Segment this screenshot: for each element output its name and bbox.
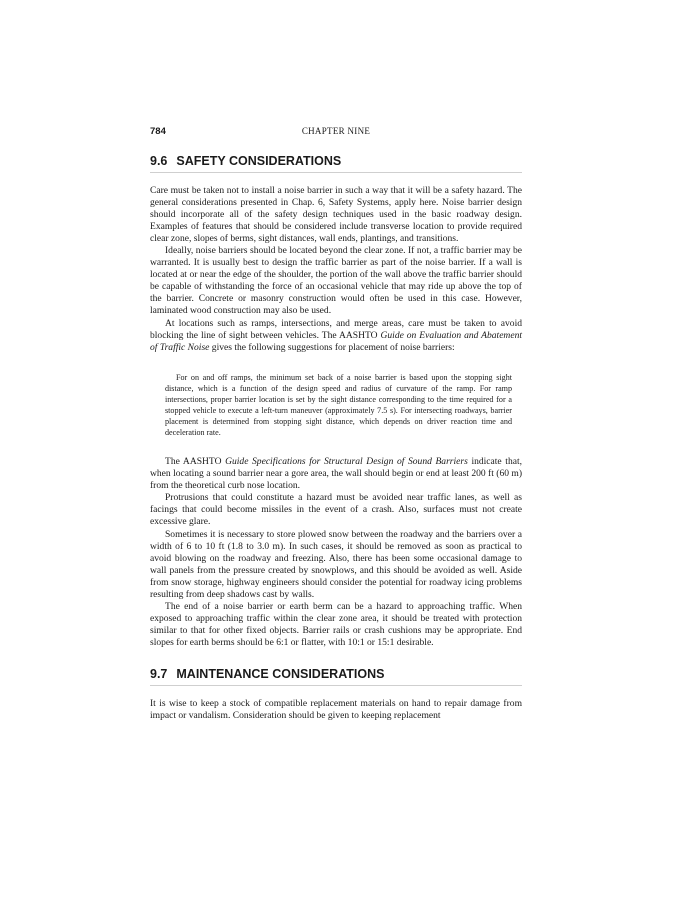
section-heading-maintenance: [150, 667, 522, 686]
paragraph-text: indicate that, when locating a sound barrier near a gore area, the wall should begin or end at least 200 ft (60 m) from the theoretical curb nose location.: [150, 456, 522, 492]
paragraph: The end of a noise barrier or earth berm can be a hazard to approaching traffic. When exposed to approaching traffic within the clear zone area, it should be treated with protection similar to that for other fixed objects. Barrier rails or crash cushions may be appropriate. End slopes for earth berms should be 6:1 or flatter, with 10:1 or 15:1 desirable.: [150, 600, 522, 648]
paragraph: Ideally, noise barriers should be located beyond the clear zone. If not, a traffic barrier may be warranted. It is usually best to design the traffic barrier as part of the noise barrier. If a wall is located at or near the edge of the shoulder, the portion of the wall above the traffic barrier should be capable of withstanding the force of an occasional vehicle that may ride up above the top of the barrier. Concrete or masonry construction would often be used in this case. However, laminated wood construction may also be used.: [150, 245, 522, 317]
section-number: 9.7: [150, 666, 168, 681]
paragraph: It is wise to keep a stock of compatible replacement materials on hand to repair damage from impact or vandalism. Consideration should be given to keeping replacement: [150, 697, 522, 722]
paragraph: [150, 318, 522, 354]
section-heading-safety: [150, 154, 522, 173]
block-quote: For on and off ramps, the minimum set back of a noise barrier is based upon the stopping sight distance, which is a function of the design speed and radius of curvature of the ramp. For ramp intersections, proper barrier location is set by the sight distance corresponding to the time required for a stopped vehicle to execute a left-turn maneuver (approximately 7.5 s). For intersecting roadways, barrier placement is determined from stopping sight distance, which depends on driver reaction time and deceleration rate.: [165, 372, 512, 438]
paragraph-text: At locations such as ramps, intersections, and merge areas, care must be taken to avoid blocking the line of sight between vehicles. The AASHTO: [150, 317, 522, 341]
guide-title: Guide on Evaluation and Abatement of Traffic Noise: [150, 329, 522, 353]
running-head: [150, 126, 522, 140]
paragraph: Sometimes it is necessary to store plowed snow between the roadway and the barriers over a width of 6 to 10 ft (1.8 to 3.0 m). In such cases, it should be removed as soon as practical to avoid blowing on the roadway and freezing. Also, there has been some occasional damage to wall panels from the pressure created by snowplows, and this should be avoided as well. Aside from snow storage, highway engineers should consider the potential for roadway icing problems resulting from deep shadows cast by walls.: [150, 528, 522, 600]
section-title: MAINTENANCE CONSIDERATIONS: [176, 666, 385, 681]
paragraph: [150, 456, 522, 492]
paragraph-text: gives the following suggestions for placement of noise barriers:: [209, 341, 455, 353]
paragraph-text: The AASHTO: [165, 456, 226, 468]
paragraph: Protrusions that could constitute a hazard must be avoided near traffic lanes, as well as facings that could become missiles in the event of a crash. Also, surfaces must not create excessive glare.: [150, 492, 522, 528]
paragraph: Care must be taken not to install a noise barrier in such a way that it will be a safety hazard. The general considerations presented in Chap. 6, Safety Systems, apply here. Noise barrier design should incorporate all of the safety design techniques used in the basic roadway design. Examples of features that should be considered include transverse location to provide required clear zone, slopes of berms, sight distances, wall ends, plantings, and transitions.: [150, 185, 522, 245]
section-title: SAFETY CONSIDERATIONS: [176, 154, 342, 168]
section-number: 9.6: [150, 154, 168, 168]
guide-title: Guide Specifications for Structural Design of Sound Barriers: [225, 456, 468, 468]
book-page: [150, 126, 522, 722]
chapter-title: CHAPTER NINE: [301, 126, 371, 136]
page-number: 784: [150, 126, 166, 137]
